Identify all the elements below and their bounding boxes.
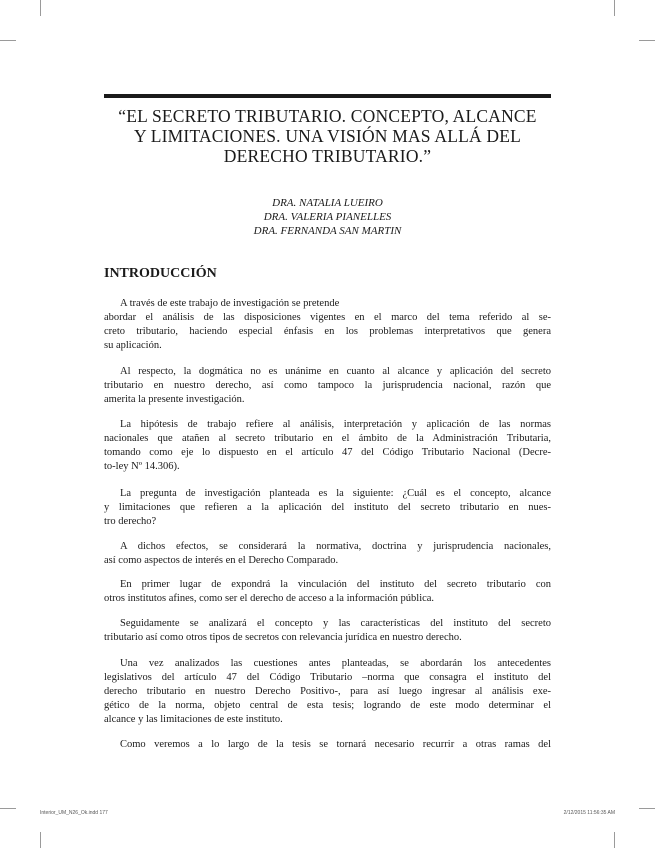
paragraph-line: amerita la presente investigación. — [104, 394, 245, 405]
paragraph-line: alcance y las limitaciones de este instituto. — [104, 714, 283, 725]
paragraph-line: abordar el análisis de las disposiciones vigentes en el marco del tema referido al se- — [104, 312, 551, 323]
paragraph-line: tomando como eje lo dispuesto en el artículo 47 del Código Tributario Nacional (Decre- — [104, 447, 551, 458]
paragraph-line: A través de este trabajo de investigación se pretende — [120, 298, 340, 309]
paragraph-line: su aplicación. — [104, 340, 162, 351]
author-name: DRA. NATALIA LUEIRO — [272, 197, 383, 209]
paragraph-line: En primer lugar de expondrá la vinculación del instituto del secreto tributario con — [120, 579, 551, 590]
crop-mark-top-right — [614, 0, 615, 16]
paragraph-line: creto tributario, haciendo especial énfasis en los problemas interpretativos que genera — [104, 326, 551, 337]
title-line: DERECHO TRIBUTARIO.” — [223, 146, 432, 166]
title-line: “EL SECRETO TRIBUTARIO. CONCEPTO, ALCANCE — [118, 106, 537, 126]
paragraph-line: A dichos efectos, se considerará la normativa, doctrina y jurisprudencia nacionales, — [120, 541, 551, 552]
paragraph-line: Como veremos a lo largo de la tesis se tornará necesario recurrir a otras ramas del — [120, 739, 551, 750]
paragraph-line: legislativos del artículo 47 del Código Tributario –norma que consagra el instituto del — [104, 672, 551, 683]
crop-mark-bottom-left — [40, 832, 41, 848]
paragraph-line: La hipótesis de trabajo refiere al análisis, interpretación y aplicación de las normas — [120, 419, 551, 430]
author-list — [104, 196, 551, 238]
paragraph — [104, 365, 551, 407]
paragraph — [104, 487, 551, 529]
paragraph-line: gético de la norma, objeto central de esta tesis; logrando de este modo determinar el — [104, 700, 551, 711]
paragraph-line: Una vez analizados las cuestiones antes planteadas, se abordarán los antecedentes — [120, 658, 551, 669]
paragraph — [104, 738, 551, 752]
page-title — [104, 106, 551, 166]
paragraph — [104, 657, 551, 727]
crop-mark-right-lower — [639, 808, 655, 809]
paragraph-line: así como aspectos de interés en el Derecho Comparado. — [104, 555, 339, 566]
paragraph — [104, 418, 551, 474]
print-slug-filename: Interior_UM_N26_Ok.indd 177 — [40, 810, 108, 816]
crop-mark-top-left — [40, 0, 41, 16]
title-rule — [104, 94, 551, 98]
paragraph — [104, 617, 551, 645]
paragraph-line: to-ley Nº 14.306). — [104, 461, 180, 472]
paragraph-line: nacionales que atañen al secreto tributario en el ámbito de la Administración Tributaria, — [104, 433, 551, 444]
paragraph-line: tro derecho? — [104, 516, 157, 527]
crop-mark-left-upper — [0, 40, 16, 41]
print-slug-timestamp: 2/12/2015 11:56:35 AM — [563, 810, 615, 816]
section-heading: INTRODUCCIÓN — [104, 266, 217, 281]
paragraph-line: Seguidamente se analizará el concepto y las características del instituto del secreto — [120, 618, 551, 629]
paragraph-line: Al respecto, la dogmática no es unánime en cuanto al alcance y aplicación del secreto — [120, 366, 551, 377]
paragraph — [104, 578, 551, 606]
author-name: DRA. VALERIA PIANELLES — [263, 211, 392, 223]
crop-mark-bottom-right — [614, 832, 615, 848]
paragraph — [104, 297, 551, 353]
paragraph-line: otros institutos afines, como ser el derecho de acceso a la información pública. — [104, 593, 435, 604]
paragraph-line: tributario en nuestro derecho, así como tampoco la jurisprudencia nacional, razón que — [104, 380, 551, 391]
crop-mark-right-upper — [639, 40, 655, 41]
paragraph-line: y limitaciones que refieren a la aplicación del instituto del secreto tributario en nues- — [104, 502, 551, 513]
author-name: DRA. FERNANDA SAN MARTIN — [253, 225, 402, 237]
paragraph — [104, 540, 551, 568]
title-line: Y LIMITACIONES. UNA VISIÓN MAS ALLÁ DEL — [133, 126, 521, 146]
paragraph-line: tributario así como otros tipos de secretos con relevancia jurídica en nuestro derecho. — [104, 632, 462, 643]
paragraph-line: La pregunta de investigación planteada es la siguiente: ¿Cuál es el concepto, alcance — [120, 488, 551, 499]
paragraph-line: derecho tributario en nuestro Derecho Positivo-, para así luego ingresar al análisis exe- — [104, 686, 551, 697]
crop-mark-left-lower — [0, 808, 16, 809]
